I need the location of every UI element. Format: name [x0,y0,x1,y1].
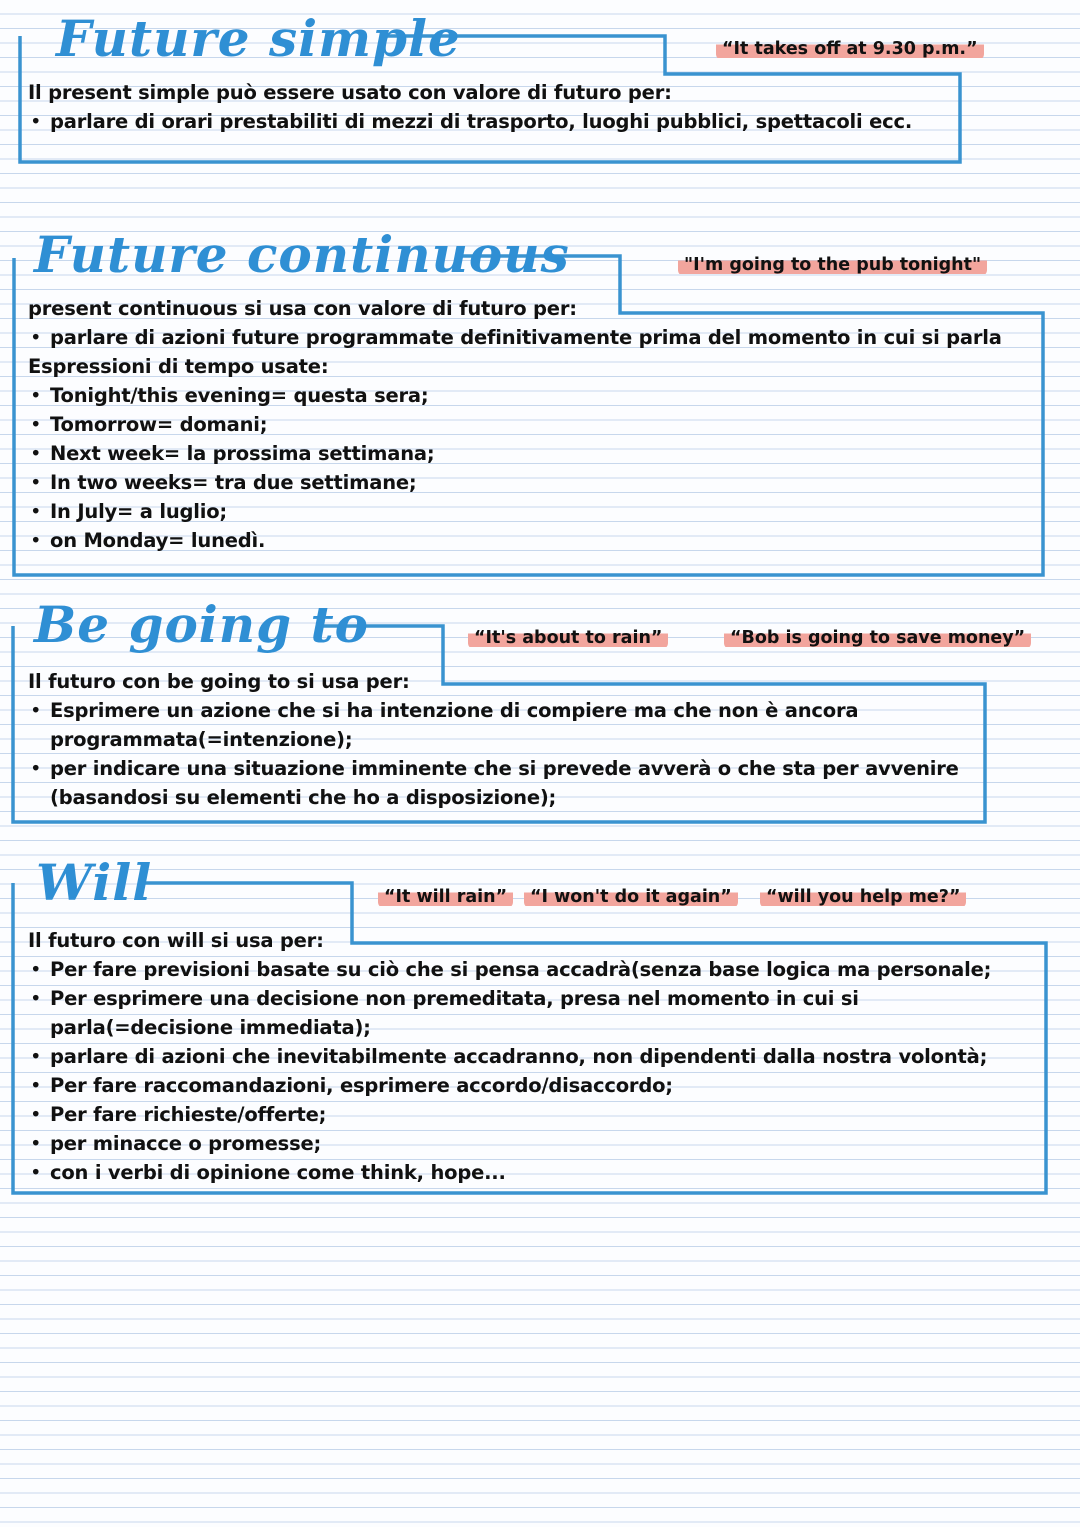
list-item: • on Monday= lunedì. [28,526,1046,555]
list-item: • parlare di azioni che inevitabilmente accadranno, non dipendenti dalla nostra volontà; [28,1042,1046,1071]
bullet-list [28,955,1046,1187]
list-item: • Per fare previsioni basate su ciò che si pensa accadrà(senza base logica ma personale; [28,955,1046,984]
list-item: • Esprimere un azione che si ha intenzione di compiere ma che non è ancora programmata(=intenzione); [28,696,990,754]
example-quote: “It's about to rain” [468,627,668,649]
list-item: • Per esprimere una decisione non premeditata, presa nel momento in cui si parla(=decisione immediata); [28,984,1046,1042]
section-title: Will [36,853,153,912]
list-item: • Per fare richieste/offerte; [28,1100,1046,1129]
list-item: • Tonight/this evening= questa sera; [28,381,1046,410]
list-item: • parlare di azioni future programmate definitivamente prima del momento in cui si parla [28,323,1046,352]
example-quote: “Bob is going to save money” [724,627,1031,649]
list-item: • Tomorrow= domani; [28,410,1046,439]
section-body [28,926,1046,1187]
list-item: • Next week= la prossima settimana; [28,439,1046,468]
list-item: • per indicare una situazione imminente che si prevede avverà o che sta per avvenire (basandosi su elementi che ho a disposizione); [28,754,990,812]
section-intro: Il present simple può essere usato con valore di futuro per: [28,81,672,104]
list-item: • con i verbi di opinione come think, hope... [28,1158,1046,1187]
list-item: • per minacce o promesse; [28,1129,1046,1158]
example-quote: "I'm going to the pub tonight" [678,254,987,276]
list-item: • In two weeks= tra due settimane; [28,468,1046,497]
example-quote: “will you help me?” [760,886,966,908]
section-intro: Il futuro con be going to si usa per: [28,670,410,693]
section-title: Future continuous [34,225,570,284]
example-quote: “It takes off at 9.30 p.m.” [716,38,984,60]
time-expressions-heading: Espressioni di tempo usate: [28,355,329,378]
section-intro: present continuous si usa con valore di futuro per: [28,297,577,320]
section-title: Future simple [56,9,461,68]
section-title: Be going to [34,595,369,654]
list-item: • parlare di orari prestabiliti di mezzi di trasporto, luoghi pubblici, spettacoli ecc. [28,107,1046,136]
list-item: • Per fare raccomandazioni, esprimere accordo/disaccordo; [28,1071,1046,1100]
example-quote: “I won't do it again” [524,886,738,908]
section-intro: Il futuro con will si usa per: [28,929,324,952]
list-item: • In July= a luglio; [28,497,1046,526]
example-quote: “It will rain” [378,886,513,908]
